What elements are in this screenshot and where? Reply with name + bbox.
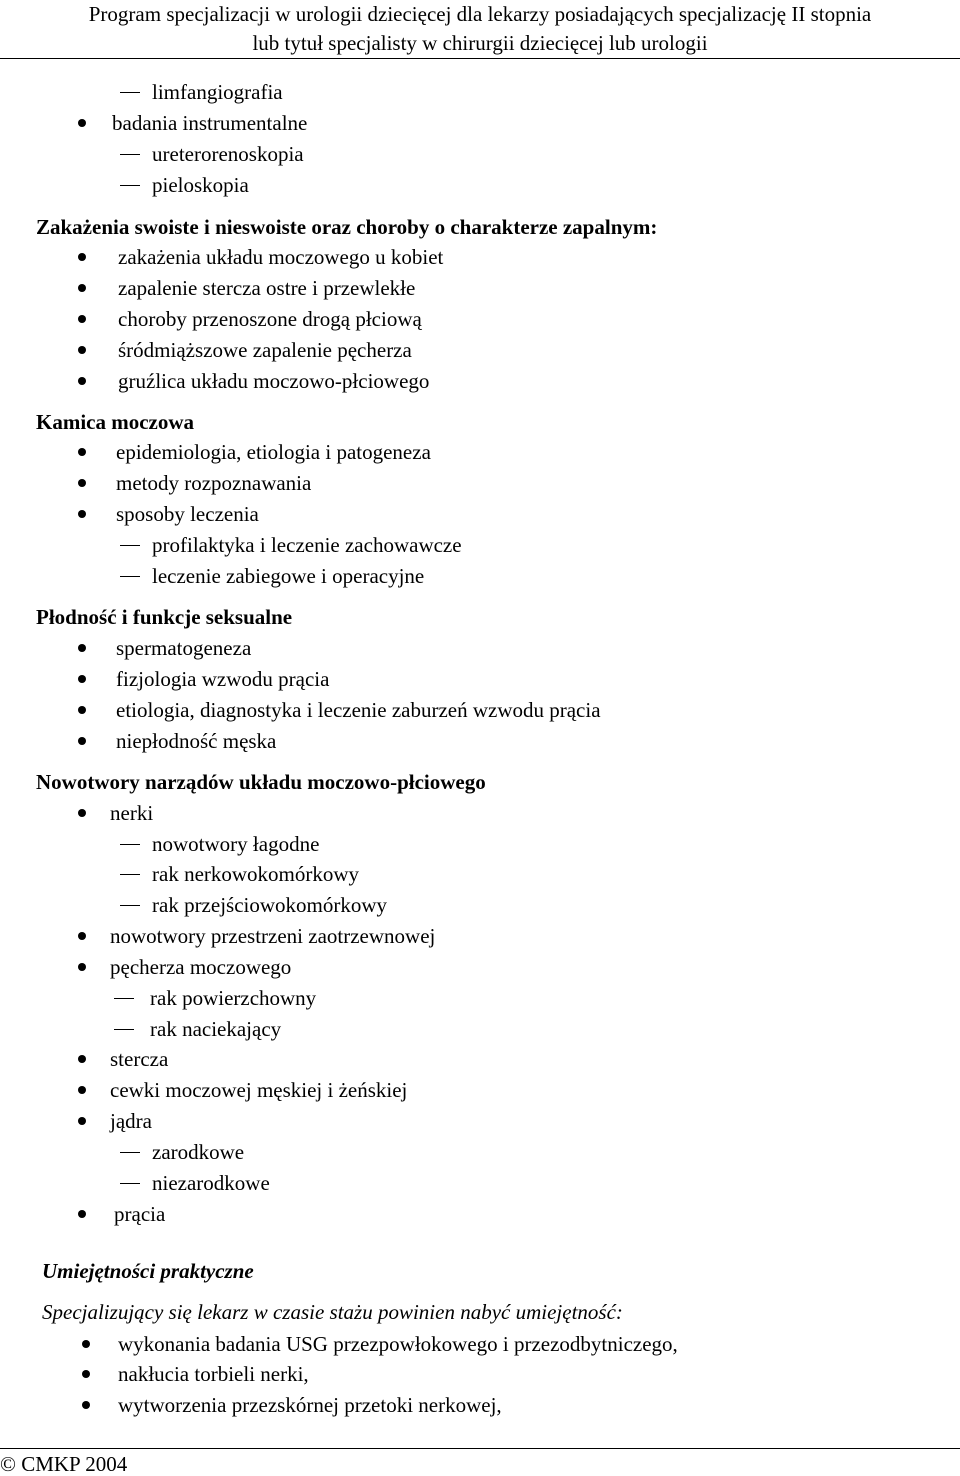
dash-icon bbox=[120, 905, 140, 906]
dash-icon bbox=[114, 1029, 134, 1030]
dash-icon bbox=[120, 545, 140, 546]
list-item: wytworzenia przezskórnej przetoki nerkowej, bbox=[118, 1393, 502, 1417]
bullet-icon bbox=[78, 963, 86, 971]
list-item: pęcherza moczowego bbox=[110, 955, 292, 979]
list-item: zapalenie stercza ostre i przewlekłe bbox=[118, 276, 416, 300]
dash-icon bbox=[114, 998, 134, 999]
list-item: gruźlica układu moczowo-płciowego bbox=[118, 369, 430, 393]
bullet-icon bbox=[78, 510, 86, 518]
bullet-icon bbox=[78, 346, 86, 354]
list-item: zarodkowe bbox=[152, 1140, 245, 1164]
bullet-icon bbox=[82, 1340, 90, 1348]
footer-copyright: © CMKP 2004 bbox=[0, 1452, 128, 1476]
list-item: nowotwory przestrzeni zaotrzewnowej bbox=[110, 924, 436, 948]
bullet-icon bbox=[82, 1401, 90, 1409]
bullet-icon bbox=[78, 119, 86, 127]
section-heading: Umiejętności praktyczne bbox=[42, 1259, 254, 1283]
dash-icon bbox=[120, 1183, 140, 1184]
section-heading: Kamica moczowa bbox=[36, 410, 195, 434]
list-item: nerki bbox=[110, 801, 154, 825]
list-item: rak przejściowokomórkowy bbox=[152, 893, 388, 917]
section-heading: Płodność i funkcje seksualne bbox=[36, 605, 293, 629]
bullet-icon bbox=[78, 1086, 86, 1094]
bullet-icon bbox=[78, 644, 86, 652]
list-item: fizjologia wzwodu prącia bbox=[116, 667, 330, 691]
bullet-icon bbox=[78, 706, 86, 714]
list-item: epidemiologia, etiologia i patogeneza bbox=[116, 440, 431, 464]
bullet-icon bbox=[78, 315, 86, 323]
dash-icon bbox=[120, 92, 140, 93]
dash-icon bbox=[120, 576, 140, 577]
list-item: ureterorenoskopia bbox=[152, 142, 304, 166]
list-item: stercza bbox=[110, 1047, 169, 1071]
footer-divider bbox=[0, 1448, 960, 1449]
list-item: choroby przenoszone drogą płciową bbox=[118, 307, 422, 331]
list-item: wykonania badania USG przezpowłokowego i przezodbytniczego, bbox=[118, 1332, 678, 1356]
bullet-icon bbox=[82, 1370, 90, 1378]
list-item: spermatogeneza bbox=[116, 636, 252, 660]
list-item: rak powierzchowny bbox=[150, 986, 317, 1010]
header-title-line-2: lub tytuł specjalisty w chirurgii dziecięcej lub urologii bbox=[252, 31, 708, 55]
bullet-icon bbox=[78, 479, 86, 487]
section-heading: Nowotwory narządów układu moczowo-płciowego bbox=[36, 770, 486, 794]
list-item: niepłodność męska bbox=[116, 729, 277, 753]
bullet-icon bbox=[78, 809, 86, 817]
list-item: śródmiąższowe zapalenie pęcherza bbox=[118, 338, 412, 362]
list-item: jądra bbox=[110, 1109, 152, 1133]
list-item: leczenie zabiegowe i operacyjne bbox=[152, 564, 425, 588]
bullet-icon bbox=[78, 1210, 86, 1218]
list-item: nowotwory łagodne bbox=[152, 832, 320, 856]
section-heading: Zakażenia swoiste i nieswoiste oraz choroby o charakterze zapalnym: bbox=[36, 215, 658, 239]
list-item: rak naciekający bbox=[150, 1017, 282, 1041]
dash-icon bbox=[120, 154, 140, 155]
list-item: limfangiografia bbox=[152, 80, 283, 104]
bullet-icon bbox=[78, 737, 86, 745]
bullet-icon bbox=[78, 1055, 86, 1063]
list-item: prącia bbox=[114, 1202, 166, 1226]
list-item: nakłucia torbieli nerki, bbox=[118, 1362, 309, 1386]
bullet-icon bbox=[78, 1117, 86, 1125]
dash-icon bbox=[120, 874, 140, 875]
header-title-line-1: Program specjalizacji w urologii dziecięcej dla lekarzy posiadających specjalizację II stopnia bbox=[88, 2, 872, 26]
list-item: metody rozpoznawania bbox=[116, 471, 312, 495]
dash-icon bbox=[120, 1152, 140, 1153]
list-item: badania instrumentalne bbox=[112, 111, 308, 135]
dash-icon bbox=[120, 844, 140, 845]
bullet-icon bbox=[78, 448, 86, 456]
bullet-icon bbox=[78, 253, 86, 261]
bullet-icon bbox=[78, 932, 86, 940]
list-item: niezarodkowe bbox=[152, 1171, 270, 1195]
list-item: pieloskopia bbox=[152, 173, 249, 197]
list-item: cewki moczowej męskiej i żeńskiej bbox=[110, 1078, 408, 1102]
dash-icon bbox=[120, 185, 140, 186]
list-item: rak nerkowokomórkowy bbox=[152, 862, 360, 886]
bullet-icon bbox=[78, 675, 86, 683]
bullet-icon bbox=[78, 377, 86, 385]
list-item: etiologia, diagnostyka i leczenie zaburzeń wzwodu prącia bbox=[116, 698, 601, 722]
list-item: zakażenia układu moczowego u kobiet bbox=[118, 245, 444, 269]
intro-paragraph: Specjalizujący się lekarz w czasie stażu powinien nabyć umiejętność: bbox=[42, 1300, 623, 1324]
list-item: sposoby leczenia bbox=[116, 502, 259, 526]
bullet-icon bbox=[78, 284, 86, 292]
list-item: profilaktyka i leczenie zachowawcze bbox=[152, 533, 462, 557]
